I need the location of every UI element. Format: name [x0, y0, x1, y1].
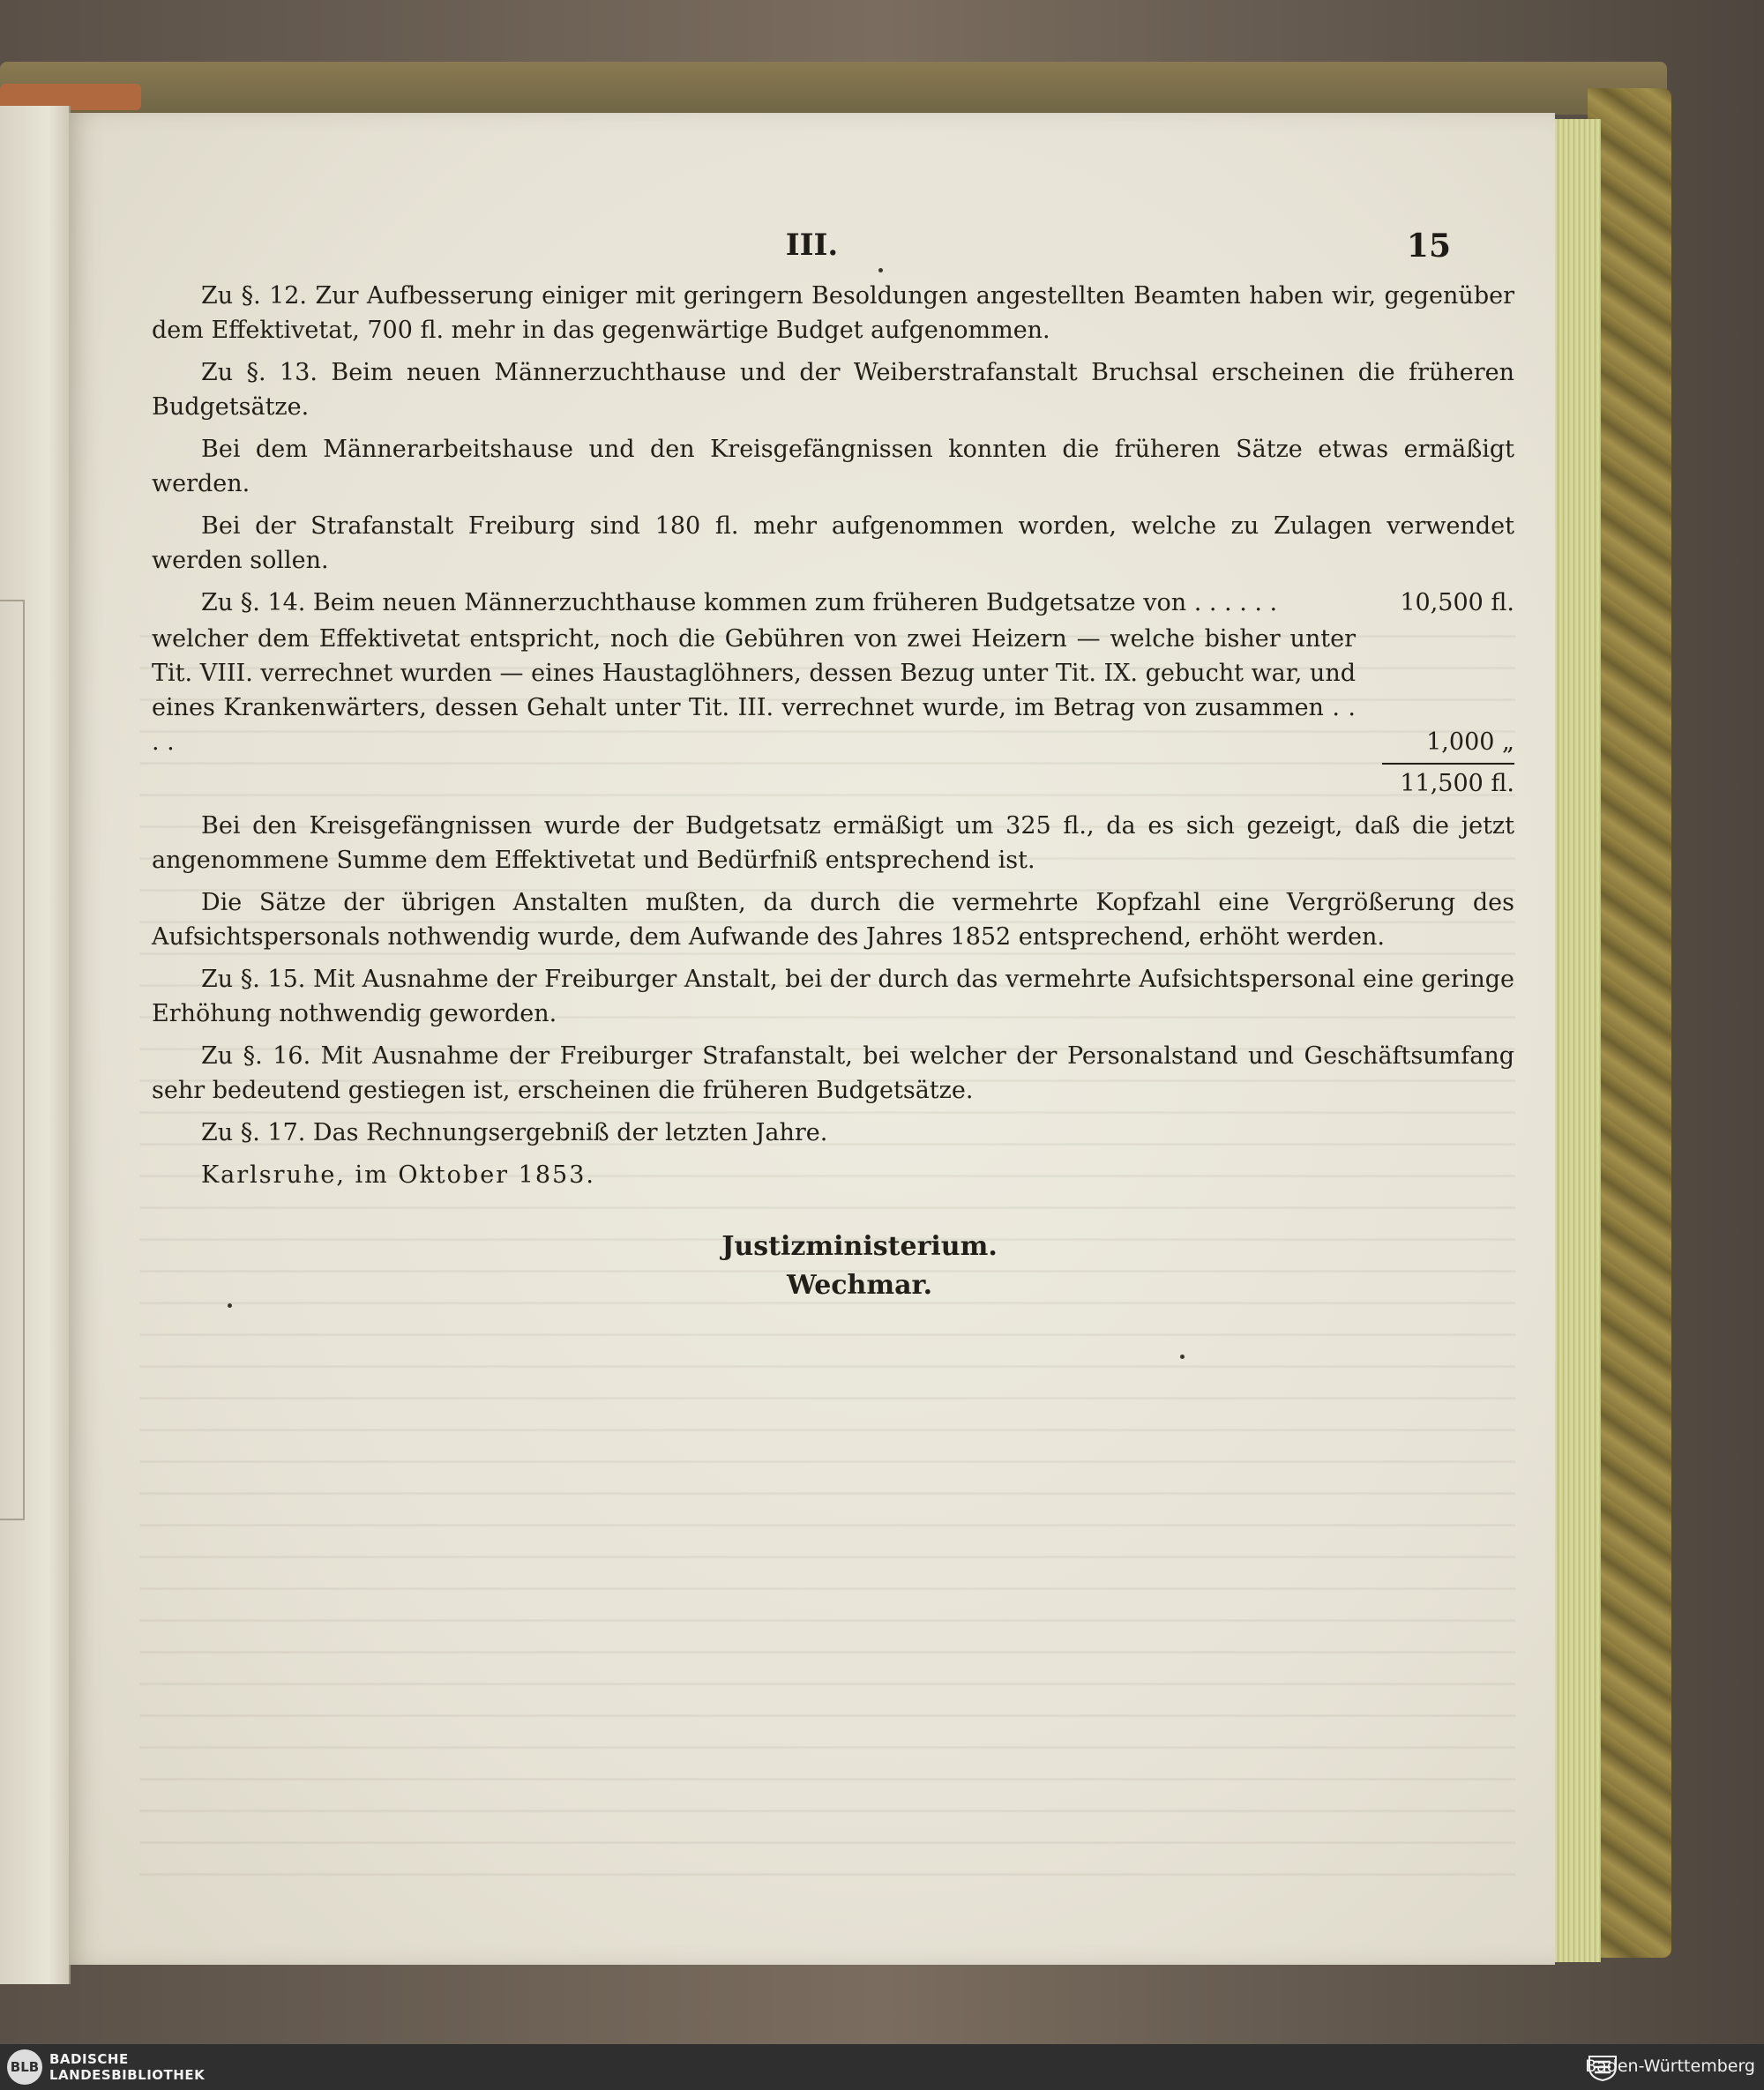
amount-line-1 — [152, 586, 1514, 620]
page-block-edge — [1548, 119, 1601, 1962]
library-name-line2: LANDESBIBLIOTHEK — [49, 2067, 206, 2083]
sum-rule — [1382, 763, 1514, 765]
print-speck — [1180, 1355, 1185, 1359]
paragraph-14-line2: welcher dem Effektivetat entspricht, noch die Gebühren von zwei Heizern — welche bisher unter Tit. VIII. verrechnet wurden — eines Haustaglöhners, dessen Bezug unter Tit. IX. gebucht war, und eines Krankenwärters, dessen Gehalt unter Tit. III. verrechnet wurde, im Betrag von zusammen . . . . — [152, 625, 1356, 756]
print-speck — [228, 1303, 232, 1308]
previous-page-edge — [0, 106, 71, 1984]
paragraph-15: Zu §. 15. Mit Ausnahme der Freiburger Anstalt, bei der durch das vermehrte Aufsichtspersonal eine geringe Erhöhung nothwendig geworden. — [152, 966, 1514, 1027]
state-name[interactable]: Baden-Württemberg — [1585, 2056, 1755, 2076]
library-name[interactable] — [49, 2051, 205, 2083]
paragraph-14b: Bei den Kreisgefängnissen wurde der Budgetsatz ermäßigt um 325 fl., da es sich gezeigt, daß die jetzt angenommene Summe dem Effektivetat und Bedürfniß entsprechend ist. — [152, 812, 1514, 874]
paragraph-13b: Bei dem Männerarbeitshause und den Kreisgefängnissen konnten die früheren Sätze etwas ermäßigt werden. — [152, 436, 1514, 497]
amount-total: 11,500 fl. — [1400, 770, 1514, 797]
ministry-name: Justizministerium. — [721, 1231, 998, 1262]
body-text — [152, 279, 1514, 1305]
paragraph-17: Zu §. 17. Das Rechnungsergebniß der letzten Jahre. — [201, 1119, 828, 1146]
paragraph-12: Zu §. 12. Zur Aufbesserung einiger mit geringern Besoldungen angestellten Beamten haben wir, gegenüber dem Effektivetat, 700 fl. mehr in das gegenwärtige Budget aufgenommen. — [152, 282, 1514, 344]
amount-2: 1,000 „ — [1426, 728, 1514, 756]
viewer-footer — [0, 2044, 1764, 2090]
paragraph-14-line1: Zu §. 14. Beim neuen Männerzuchthause kommen zum früheren Budgetsatze von . . . . . . — [201, 589, 1278, 616]
signatory-name: Wechmar. — [786, 1270, 933, 1301]
paragraph-16: Zu §. 16. Mit Ausnahme der Freiburger Strafanstalt, bei welcher der Personalstand und Geschäftsumfang sehr bedeutend gestiegen ist, erscheinen die früheren Budgetsätze. — [152, 1042, 1514, 1104]
book-cover-top — [0, 62, 1667, 115]
amount-line-2 — [152, 622, 1514, 759]
paragraph-13c: Bei der Strafanstalt Freiburg sind 180 fl. mehr aufgenommen worden, welche zu Zulagen verwendet werden sollen. — [152, 512, 1514, 574]
print-speck — [878, 268, 883, 272]
page-number: 15 — [1406, 228, 1451, 265]
amount-1: 10,500 fl. — [1400, 589, 1514, 616]
library-name-line1: BADISCHE — [49, 2051, 129, 2067]
blb-logo-icon[interactable]: BLB — [7, 2049, 42, 2085]
paragraph-13: Zu §. 13. Beim neuen Männerzuchthause und der Weiberstrafanstalt Bruchsal erscheinen die früheren Budgetsätze. — [152, 359, 1514, 421]
place-date: Karlsruhe, im Oktober 1853. — [201, 1161, 595, 1189]
section-heading: III. — [785, 228, 839, 263]
previous-page-strip — [0, 600, 25, 1520]
document-page — [69, 113, 1555, 1965]
paragraph-14c: Die Sätze der übrigen Anstalten mußten, da durch die vermehrte Kopfzahl eine Vergrößerung des Aufsichtspersonals nothwendig wurde, dem Aufwande des Jahres 1852 entsprechend, erhöht werden. — [152, 889, 1514, 951]
